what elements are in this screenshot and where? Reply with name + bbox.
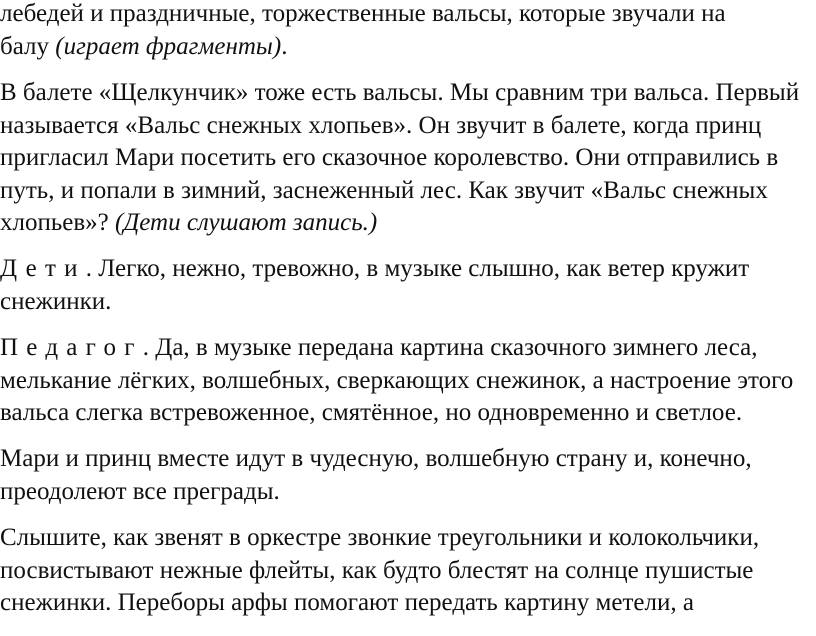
text-line: вальса слегка встревоженное, смятённое, но одновременно и светлое. — [0, 399, 743, 426]
text-line — [0, 332, 812, 365]
text-line: Мари и принц вместе идут в чудесную, волшебную страну и, конечно, — [0, 445, 752, 472]
text-line — [0, 207, 812, 240]
text-line: В балете «Щелкунчик» тоже есть вальсы. Мы сравним три вальса. Первый — [0, 79, 800, 106]
text-run: . Да, в музыке передана картина сказочного зимнего леса, — [142, 334, 758, 361]
paragraph-intro-continuation — [0, 0, 812, 63]
paragraph-nutcracker — [0, 77, 812, 240]
text-run: . — [281, 32, 288, 60]
paragraph-mari-prince — [0, 443, 812, 508]
stage-direction: (Дети слушают запись.) — [115, 209, 378, 236]
text-line: Слышите, как звенят в оркестре звонкие треугольники и колокольчики, — [0, 524, 760, 551]
text-line: снежинки. — [0, 287, 112, 315]
stage-direction: (играет фрагменты) — [55, 32, 282, 60]
paragraph-children-answer — [0, 253, 812, 318]
text-run: балу — [0, 32, 56, 60]
text-line: мелькание лёгких, волшебных, сверкающих снежинок, а настроение этого — [0, 366, 794, 394]
text-run: хлопьев»? — [0, 209, 116, 236]
text-line: снежинки. Переборы арфы помогают передать картину метели, а — [0, 589, 694, 616]
text-line: лебедей и праздничные, торжественные вальсы, которые звучали на — [0, 0, 726, 27]
text-line: путь, и попали в зимний, заснеженный лес. Как звучит «Вальс снежных — [0, 176, 768, 204]
paragraph-orchestra — [0, 522, 812, 620]
text-run: . Легко, нежно, тревожно, в музыке слышно, как ветер кружит — [85, 255, 750, 282]
text-line — [0, 253, 812, 286]
paragraph-teacher-answer — [0, 332, 812, 430]
text-line: называется «Вальс снежных хлопьев». Он звучит в балете, когда принц — [0, 111, 762, 139]
speaker-label: Дети — [0, 255, 86, 282]
speaker-label: Педагог — [0, 334, 143, 361]
text-line: преодолеют все преграды. — [0, 477, 280, 505]
text-line — [0, 31, 812, 64]
text-line: пригласил Мари посетить его сказочное королевство. Они отправились в — [0, 144, 779, 171]
text-line: посвистывают нежные флейты, как будто блестят на солнце пушистые — [0, 556, 754, 584]
